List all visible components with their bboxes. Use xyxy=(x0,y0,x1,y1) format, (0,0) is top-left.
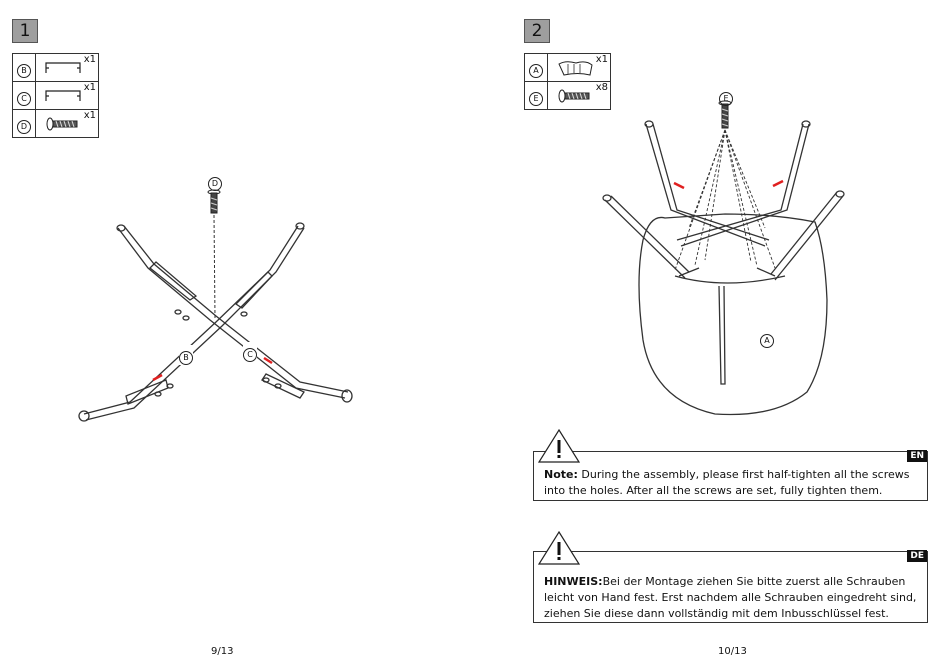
part-letter: E xyxy=(529,92,543,106)
page-number: 10/13 xyxy=(718,646,747,657)
part-quantity: x1 xyxy=(83,82,96,93)
part-letter: D xyxy=(17,120,31,134)
language-tag: DE xyxy=(907,550,927,562)
part-quantity: x1 xyxy=(83,54,96,65)
callout-e: E xyxy=(719,86,733,106)
part-quantity: x1 xyxy=(83,110,96,121)
warning-icon xyxy=(537,428,581,464)
leg-frames xyxy=(603,121,844,280)
language-tag: EN xyxy=(907,450,927,462)
screw-guides xyxy=(675,130,775,270)
page-number: 9/13 xyxy=(211,646,234,657)
callout-a: A xyxy=(760,328,774,348)
part-letter: B xyxy=(17,64,31,78)
note-box-de xyxy=(533,551,928,623)
step-number: 2 xyxy=(524,19,550,43)
callout-b: B xyxy=(179,345,193,365)
red-mark xyxy=(773,181,783,186)
red-mark xyxy=(674,183,684,188)
callout-d: D xyxy=(208,171,222,191)
note-label: HINWEIS: xyxy=(544,575,603,588)
part-letter: C xyxy=(17,92,31,106)
note-label: Note: xyxy=(544,468,578,481)
note-body: Bei der Montage ziehen Sie bitte zuerst alle Schrauben leicht von Hand fest. Erst nachdem alle Schrauben eingedreht sind, ziehen Sie diese dann vollständig mit dem Inbusschlüssel fest. xyxy=(544,575,917,620)
part-quantity: x8 xyxy=(595,82,608,93)
seat-shell-a xyxy=(639,214,827,415)
part-letter: A xyxy=(529,64,543,78)
warning-icon xyxy=(537,530,581,566)
note-body: During the assembly, please first half-tighten all the screws into the holes. After all the screws are set, fully tighten them. xyxy=(544,468,910,497)
part-quantity: x1 xyxy=(595,54,608,65)
screw-d xyxy=(208,190,220,318)
note-text xyxy=(534,452,927,503)
callout-c: C xyxy=(243,342,257,362)
step-number: 1 xyxy=(12,19,38,43)
note-box-en xyxy=(533,451,928,501)
leg-c-frame xyxy=(79,223,304,421)
note-text xyxy=(534,552,927,626)
right-page xyxy=(475,0,950,660)
